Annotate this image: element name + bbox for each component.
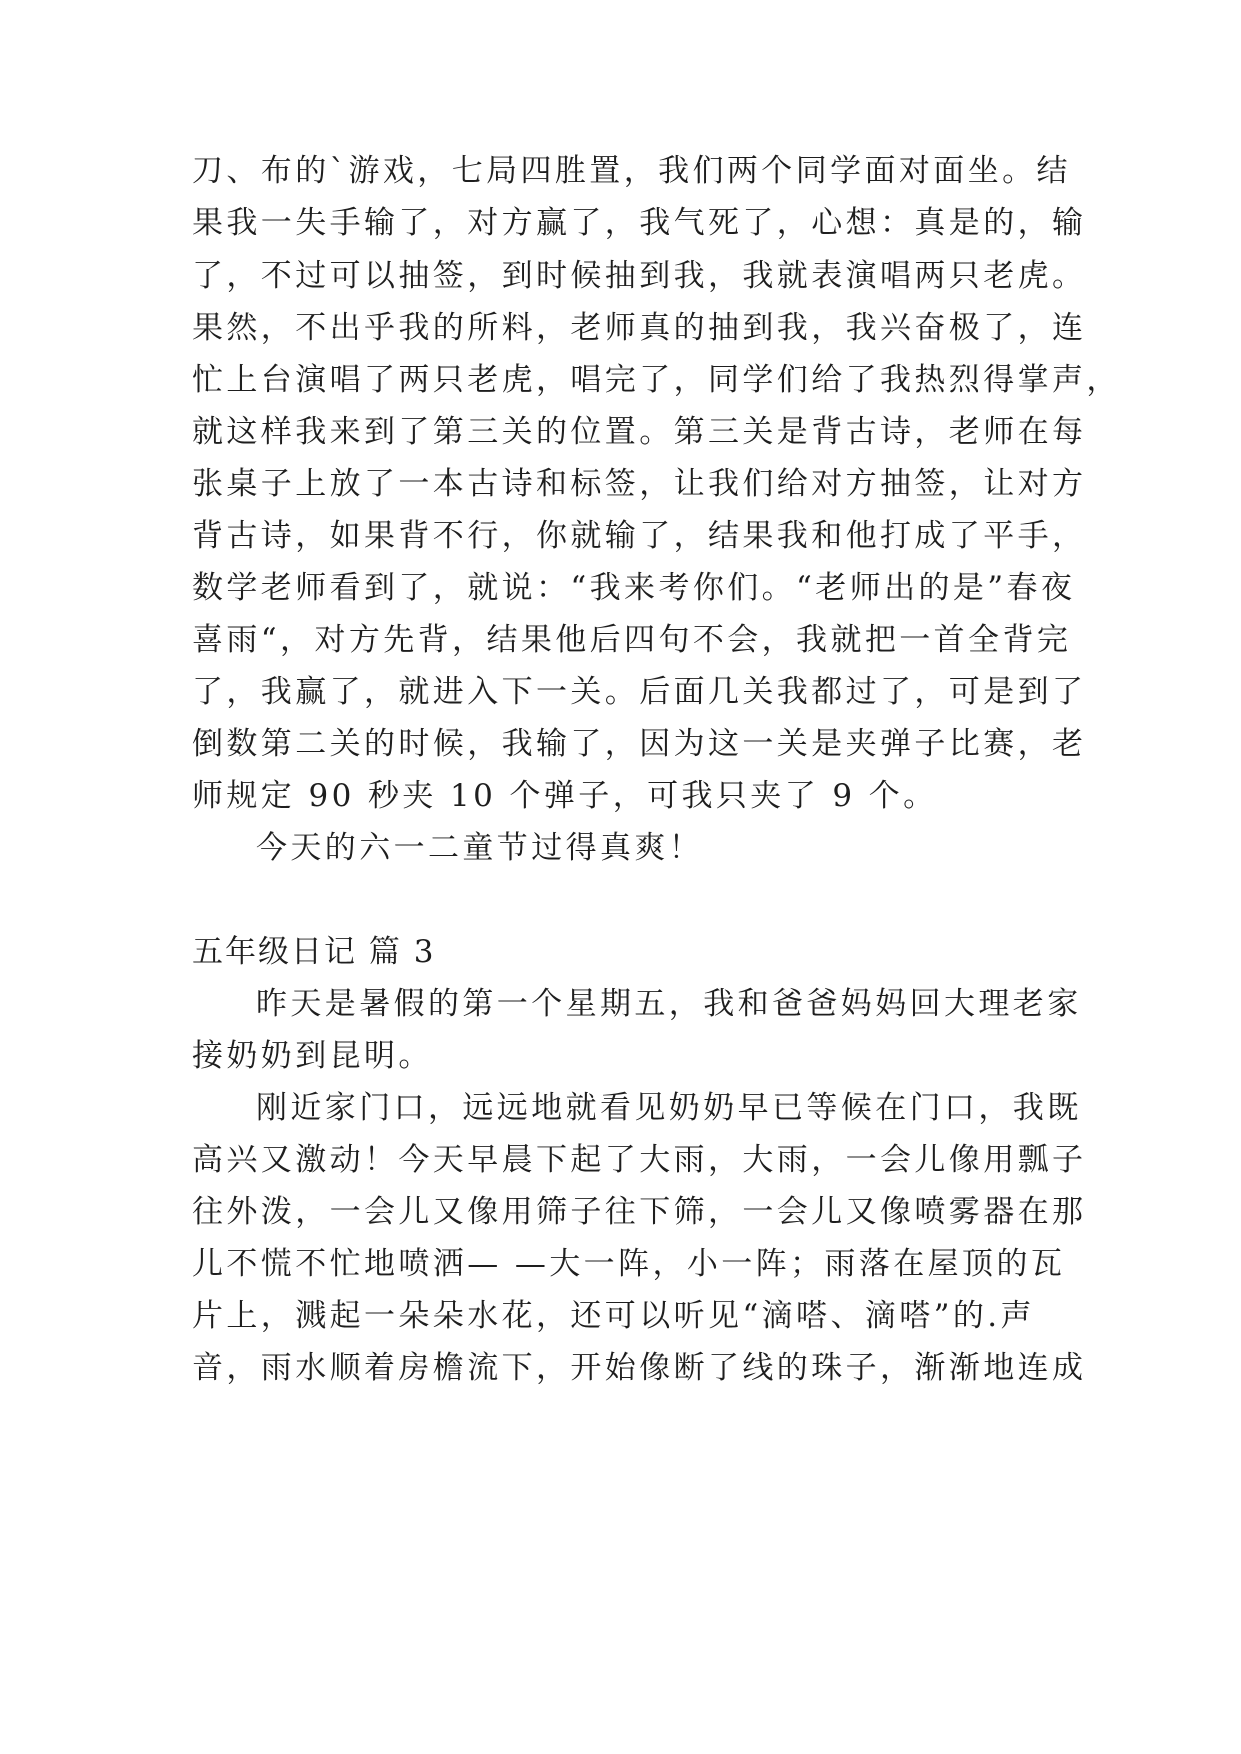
body-text-line: 高兴又激动！今天早晨下起了大雨，大雨，一会儿像用瓢子 bbox=[192, 1142, 1087, 1178]
body-text-line: 果我一失手输了，对方赢了，我气死了，心想：真是的，输 bbox=[192, 205, 1087, 241]
body-text-line: 了，不过可以抽签，到时候抽到我，我就表演唱两只老虎。 bbox=[192, 258, 1087, 294]
body-text-line: 忙上台演唱了两只老虎，唱完了，同学们给了我热烈得掌声， bbox=[192, 362, 1121, 398]
body-text-line: 刚近家门口，远远地就看见奶奶早已等候在门口，我既 bbox=[256, 1090, 1082, 1126]
body-text-line: 接奶奶到昆明。 bbox=[192, 1038, 433, 1074]
body-text-line: 音，雨水顺着房檐流下，开始像断了线的珠子，渐渐地连成 bbox=[192, 1350, 1087, 1386]
body-text-line: 了，我赢了，就进入下一关。后面几关我都过了，可是到了 bbox=[192, 674, 1087, 710]
body-text-line: 就这样我来到了第三关的位置。第三关是背古诗，老师在每 bbox=[192, 414, 1087, 450]
body-text-line: 喜雨“，对方先背，结果他后四句不会，我就把一首全背完 bbox=[192, 622, 1072, 658]
body-text-line: 数学老师看到了，就说：“我来考你们。“老师出的是”春夜 bbox=[192, 570, 1076, 606]
section-heading: 五年级日记 篇 3 bbox=[192, 934, 436, 970]
body-text-line: 背古诗，如果背不行，你就输了，结果我和他打成了平手， bbox=[192, 518, 1087, 554]
body-text-line: 往外泼，一会儿又像用筛子往下筛，一会儿又像喷雾器在那 bbox=[192, 1194, 1087, 1230]
body-text-line: 刀、布的`游戏，七局四胜置，我们两个同学面对面坐。结 bbox=[192, 153, 1071, 189]
body-text-line: 儿不慌不忙地喷洒— —大一阵，小一阵；雨落在屋顶的瓦 bbox=[192, 1246, 1066, 1282]
body-text-line: 果然，不出乎我的所料，老师真的抽到我，我兴奋极了，连 bbox=[192, 310, 1087, 346]
body-text-line: 张桌子上放了一本古诗和标签，让我们给对方抽签，让对方 bbox=[192, 466, 1087, 502]
body-text-line: 片上，溅起一朵朵水花，还可以听见“滴嗒、滴嗒”的.声 bbox=[192, 1298, 1035, 1334]
body-text-line: 昨天是暑假的第一个星期五，我和爸爸妈妈回大理老家 bbox=[256, 986, 1082, 1022]
body-text-line: 师规定 90 秒夹 10 个弹子，可我只夹了 9 个。 bbox=[192, 778, 938, 814]
closing-line: 今天的六一二童节过得真爽！ bbox=[256, 830, 704, 866]
body-text-line: 倒数第二关的时候，我输了，因为这一关是夹弹子比赛，老 bbox=[192, 726, 1087, 762]
